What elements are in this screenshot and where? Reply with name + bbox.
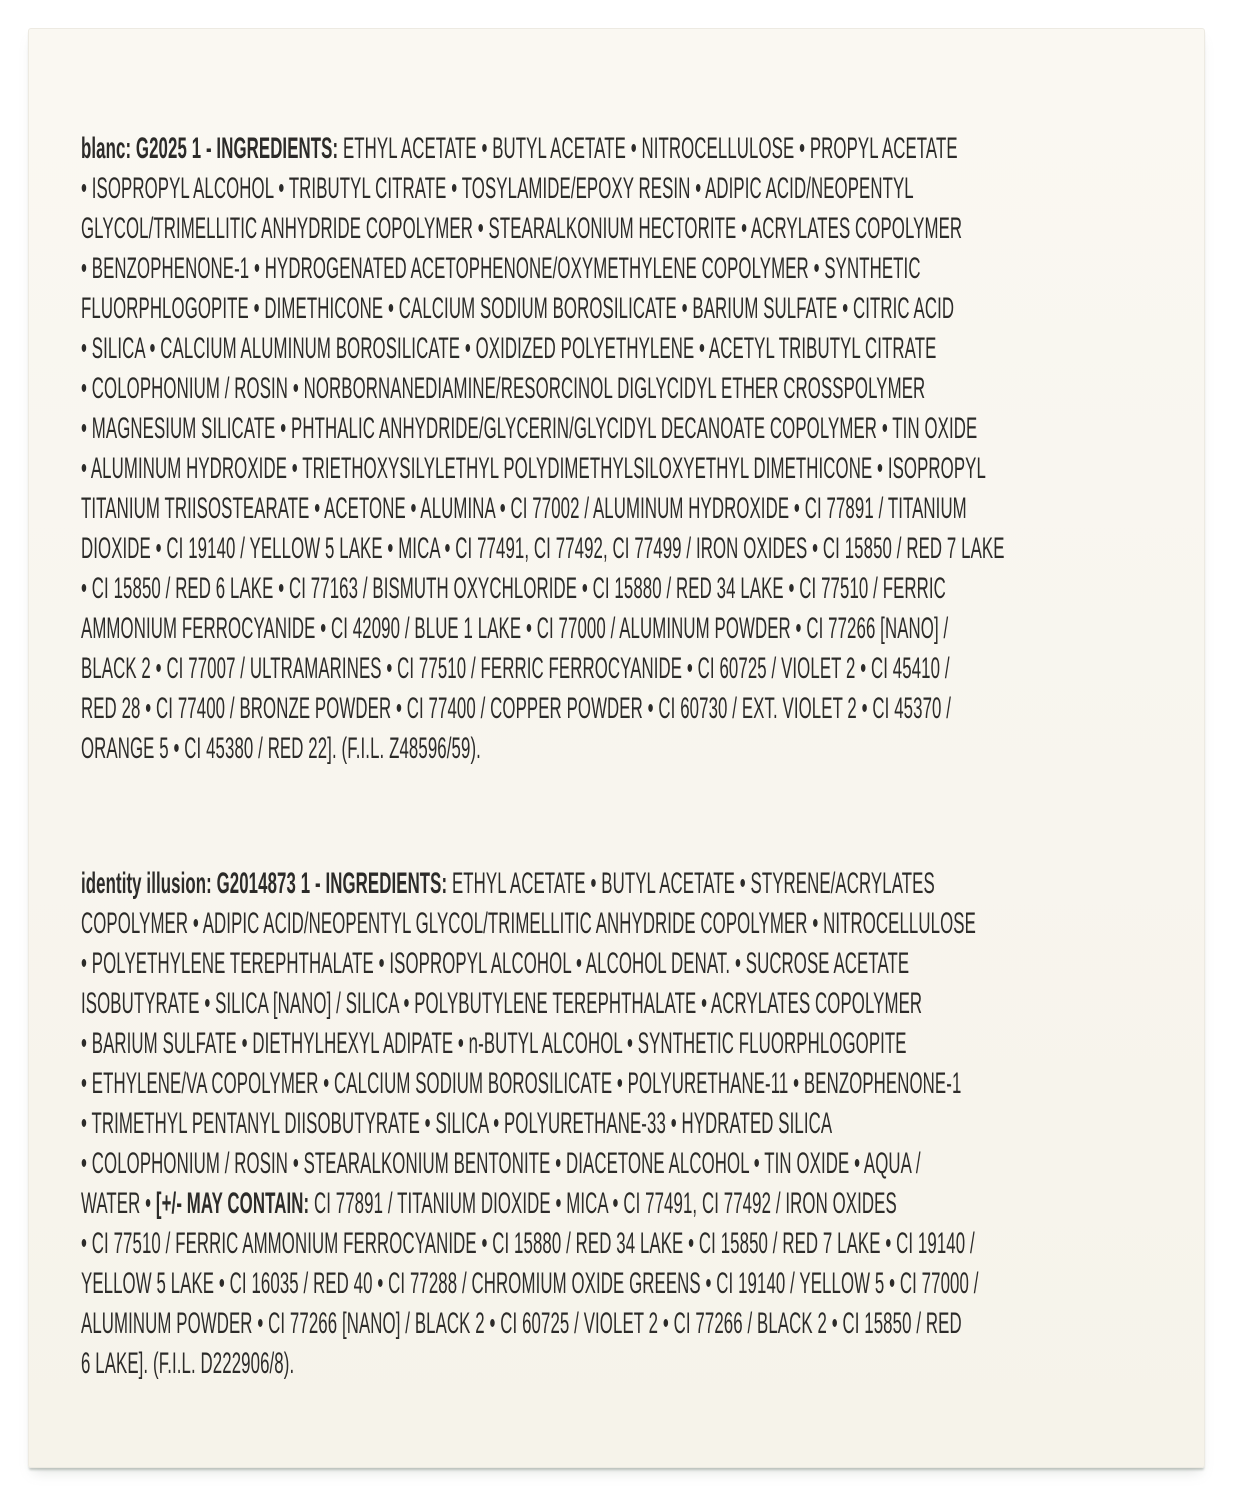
- ingredients-text-line: [81, 1344, 693, 1384]
- ingredients-text-line: [81, 1104, 833, 1144]
- ingredients-text-line: [81, 529, 1005, 569]
- ingredients-text-line: [81, 689, 952, 729]
- ingredients-lead-label: blanc: G2025 1 - INGREDIENTS:: [81, 132, 339, 165]
- ingredients-text-segment: ALUMINUM POWDER • CI 77266 [NANO] / BLACK 2 • CI 60725 / VIOLET 2 • CI 77266 / BLACK 2 • CI 15850 / RED: [81, 1307, 962, 1340]
- ingredients-text-line: [81, 1024, 907, 1064]
- ingredients-text-segment: TITANIUM TRIISOSTEARATE • ACETONE • ALUMINA • CI 77002 / ALUMINUM HYDROXIDE • CI 77891 / TITANIUM: [81, 492, 967, 525]
- ingredients-text-segment: • MAGNESIUM SILICATE • PHTHALIC ANHYDRIDE/GLYCERIN/GLYCIDYL DECANOATE COPOLYMER • TIN OXIDE: [81, 412, 978, 445]
- ingredients-text-segment: ORANGE 5 • CI 45380 / RED 22]. (F.I.L. Z48596/59).: [81, 732, 481, 765]
- ingredients-text-line: [81, 569, 946, 609]
- ingredients-text-line: [81, 169, 914, 209]
- ingredients-lead-label: [+/- MAY CONTAIN:: [155, 1187, 310, 1220]
- ingredients-text-segment: ETHYL ACETATE • BUTYL ACETATE • STYRENE/ACRYLATES: [447, 867, 935, 900]
- ingredients-text-segment: • COLOPHONIUM / ROSIN • STEARALKONIUM BENTONITE • DIACETONE ALCOHOL • TIN OXIDE • AQUA /: [81, 1147, 921, 1180]
- ingredients-text-line: [81, 649, 950, 689]
- ingredients-text-segment: CI 77891 / TITANIUM DIOXIDE • MICA • CI 77491, CI 77492 / IRON OXIDES: [309, 1187, 897, 1220]
- ingredients-text-line: [81, 369, 926, 409]
- ingredients-text-segment: RED 28 • CI 77400 / BRONZE POWDER • CI 77400 / COPPER POWDER • CI 60730 / EXT. VIOLET 2 • CI 45370 /: [81, 692, 952, 725]
- ingredients-text-line: [81, 1064, 962, 1104]
- ingredients-text-line: [81, 1224, 975, 1264]
- ingredients-text-segment: • BARIUM SULFATE • DIETHYLHEXYL ADIPATE • n-BUTYL ALCOHOL • SYNTHETIC FLUORPHLOGOPITE: [81, 1027, 907, 1060]
- ingredients-text-line: [81, 1144, 921, 1184]
- ingredients-lead-label: identity illusion: G2014873 1 - INGREDIENTS:: [81, 867, 448, 900]
- ingredients-text-segment: GLYCOL/TRIMELLITIC ANHYDRIDE COPOLYMER • STEARALKONIUM HECTORITE • ACRYLATES COPOLYMER: [81, 212, 963, 245]
- ingredients-text-segment: • POLYETHYLENE TEREPHTHALATE • ISOPROPYL ALCOHOL • ALCOHOL DENAT. • SUCROSE ACETATE: [81, 947, 910, 980]
- ingredients-label-card: [28, 28, 1205, 1468]
- ingredients-text-segment: • ALUMINUM HYDROXIDE • TRIETHOXYSILYLETHYL POLYDIMETHYLSILOXYETHYL DIMETHICONE • ISOPROPYL: [81, 452, 986, 485]
- ingredients-text-line: [81, 129, 958, 169]
- ingredients-text-segment: DIOXIDE • CI 19140 / YELLOW 5 LAKE • MICA • CI 77491, CI 77492, CI 77499 / IRON OXIDES • CI 15850 / RED 7 LAKE: [81, 532, 1005, 565]
- ingredients-text-segment: • SILICA • CALCIUM ALUMINUM BOROSILICATE • OXIDIZED POLYETHYLENE • ACETYL TRIBUTYL CITRATE: [81, 332, 937, 365]
- ingredients-text-line: [81, 249, 921, 289]
- ingredients-text-line: [81, 329, 937, 369]
- ingredients-text-segment: • COLOPHONIUM / ROSIN • NORBORNANEDIAMINE/RESORCINOL DIGLYCIDYL ETHER CROSSPOLYMER: [81, 372, 926, 405]
- ingredients-text-segment: • CI 15850 / RED 6 LAKE • CI 77163 / BISMUTH OXYCHLORIDE • CI 15880 / RED 34 LAKE • CI 77510 / FERRIC: [81, 572, 946, 605]
- ingredients-text-segment: 6 LAKE]. (F.I.L. D222906/8).: [81, 1347, 295, 1380]
- ingredients-text-segment: AMMONIUM FERROCYANIDE • CI 42090 / BLUE 1 LAKE • CI 77000 / ALUMINUM POWDER • CI 77266 [NANO] /: [81, 612, 949, 645]
- ingredients-text-line: [81, 289, 955, 329]
- ingredients-text-segment: WATER •: [81, 1187, 156, 1220]
- ingredients-text-segment: • BENZOPHENONE-1 • HYDROGENATED ACETOPHENONE/OXYMETHYLENE COPOLYMER • SYNTHETIC: [81, 252, 921, 285]
- ingredients-label-content: [29, 29, 1204, 1384]
- ingredients-text-line: [81, 904, 976, 944]
- ingredients-text-segment: • ISOPROPYL ALCOHOL • TRIBUTYL CITRATE • TOSYLAMIDE/EPOXY RESIN • ADIPIC ACID/NEOPENTYL: [81, 172, 914, 205]
- ingredients-text-line: [81, 1264, 979, 1304]
- ingredients-text-segment: • ETHYLENE/VA COPOLYMER • CALCIUM SODIUM BOROSILICATE • POLYURETHANE-11 • BENZOPHENONE-1: [81, 1067, 962, 1100]
- ingredients-text-segment: ISOBUTYRATE • SILICA [NANO] / SILICA • POLYBUTYLENE TEREPHTHALATE • ACRYLATES COPOLYMER: [81, 987, 923, 1020]
- ingredients-text-line: [81, 1184, 897, 1224]
- ingredients-text-line: [81, 944, 910, 984]
- ingredients-text-segment: • TRIMETHYL PENTANYL DIISOBUTYRATE • SILICA • POLYURETHANE-33 • HYDRATED SILICA: [81, 1107, 833, 1140]
- ingredients-text-line: [81, 449, 986, 489]
- ingredients-text-line: [81, 984, 923, 1024]
- ingredients-text-segment: YELLOW 5 LAKE • CI 16035 / RED 40 • CI 77288 / CHROMIUM OXIDE GREENS • CI 19140 / YELLOW 5 • CI 77000 /: [81, 1267, 979, 1300]
- ingredients-text-line: [81, 609, 949, 649]
- ingredients-text-segment: • CI 77510 / FERRIC AMMONIUM FERROCYANIDE • CI 15880 / RED 34 LAKE • CI 15850 / RED 7 LAKE • CI 19140 /: [81, 1227, 975, 1260]
- ingredients-text-segment: BLACK 2 • CI 77007 / ULTRAMARINES • CI 77510 / FERRIC FERROCYANIDE • CI 60725 / VIOLET 2 • CI 45410 /: [81, 652, 950, 685]
- ingredients-text-segment: COPOLYMER • ADIPIC ACID/NEOPENTYL GLYCOL/TRIMELLITIC ANHYDRIDE COPOLYMER • NITROCELLULOSE: [81, 907, 976, 940]
- ingredients-paragraph-identity-illusion: [81, 864, 1174, 1384]
- ingredients-text-line: [81, 1304, 962, 1344]
- ingredients-text-line: [81, 489, 967, 529]
- ingredients-paragraph-blanc: [81, 129, 1174, 769]
- ingredients-text-line: [81, 864, 935, 904]
- ingredients-text-line: [81, 209, 963, 249]
- ingredients-text-segment: FLUORPHLOGOPITE • DIMETHICONE • CALCIUM SODIUM BOROSILICATE • BARIUM SULFATE • CITRIC ACID: [81, 292, 955, 325]
- ingredients-text-line: [81, 729, 693, 769]
- ingredients-text-line: [81, 409, 978, 449]
- ingredients-text-segment: ETHYL ACETATE • BUTYL ACETATE • NITROCELLULOSE • PROPYL ACETATE: [338, 132, 958, 165]
